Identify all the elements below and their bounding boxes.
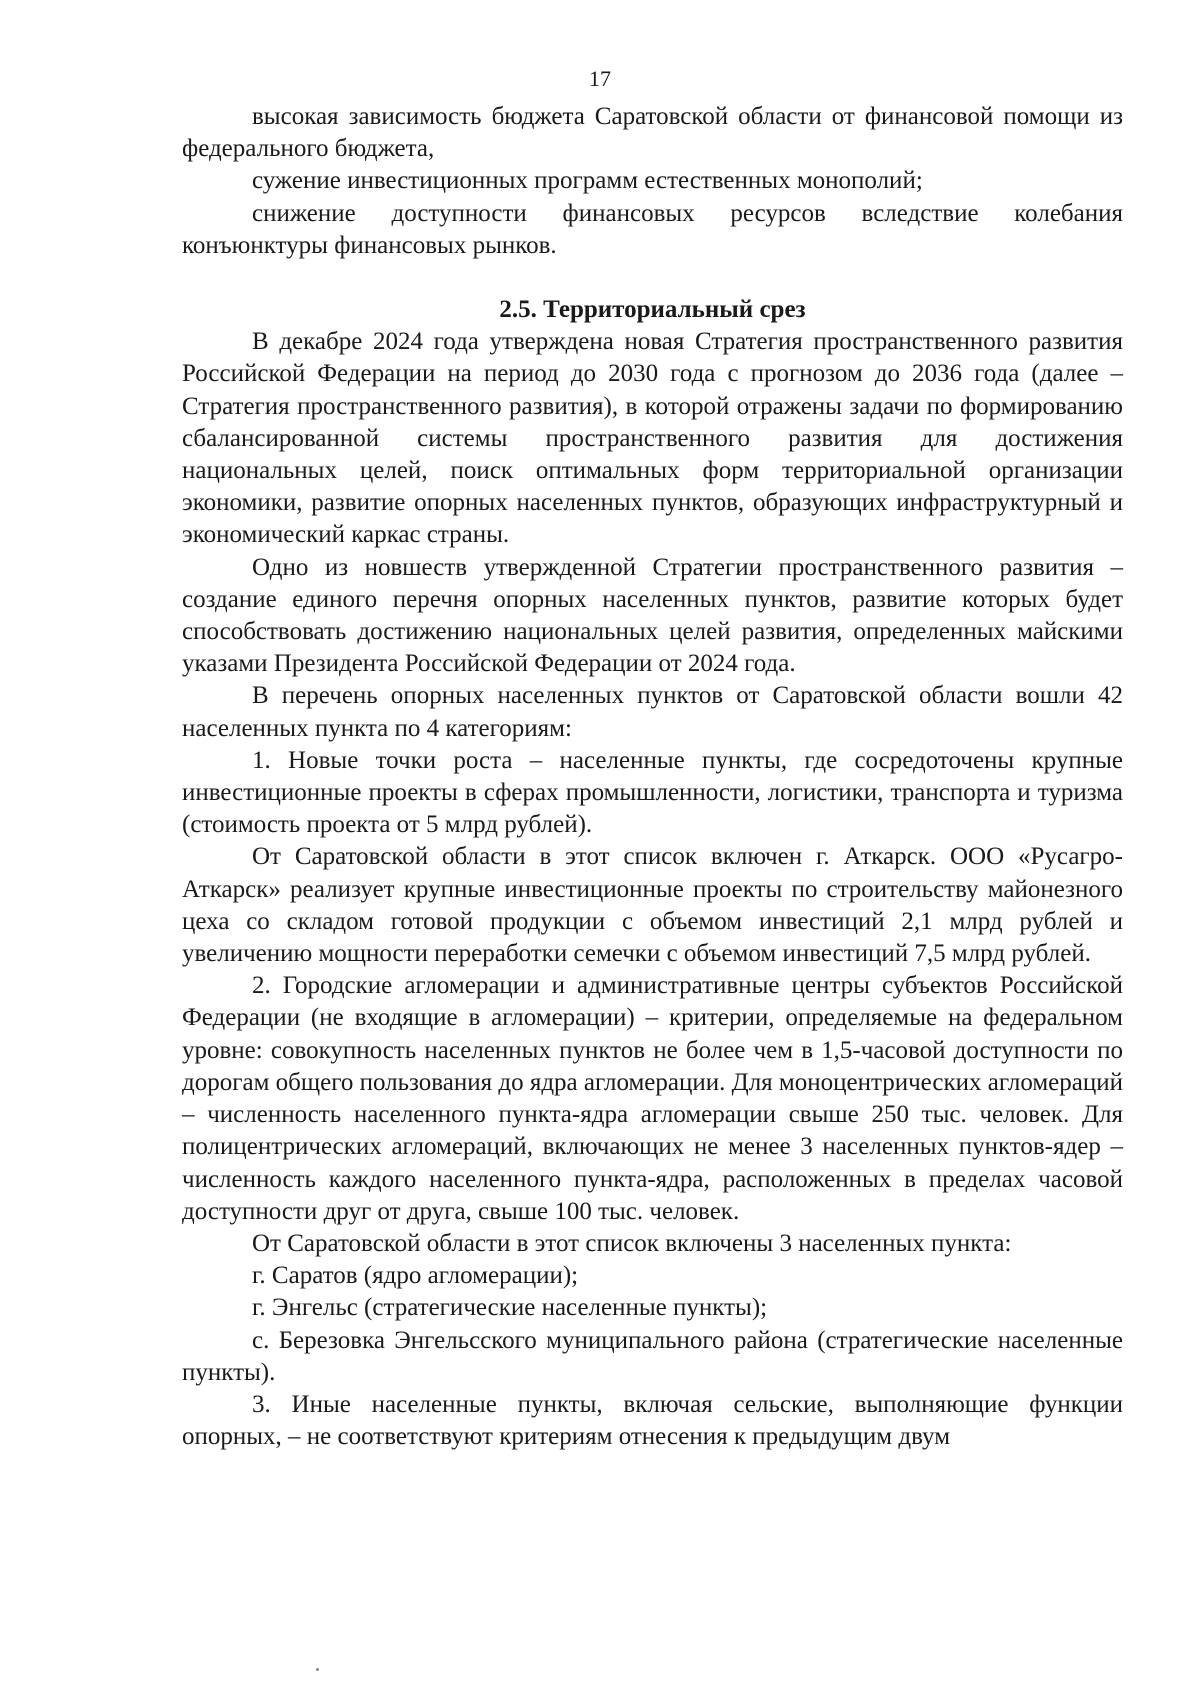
paragraph-category-2: 2. Городские агломерации и административные центры субъектов Российской Федерации (не входящие в агломерации) – критерии, определяемые на федеральном уровне: совокупность населенных пунктов не более чем в 1,5-часовой доступности по дорогам общего пользования до ядра агломерации. Для моноцентрических агломераций – численность населенного пункта-ядра агломерации свыше 250 тыс. человек. Для полицентрических агломераций, включающих не менее 3 населенных пунктов-ядер – численность каждого населенного пункта-ядра, расположенных в пределах часовой доступности друг от друга, свыше 100 тыс. человек. xyxy=(182,972,1123,1225)
paragraph-financial-resources: снижение доступности финансовых ресурсов вследствие колебания конъюнктуры финансовых рынков. xyxy=(182,199,1123,259)
paragraph-three-settlements: От Саратовской области в этот список включены 3 населенных пункта: xyxy=(252,1229,1012,1257)
paragraph-investment-programs: сужение инвестиционных программ естественных монополий; xyxy=(252,167,923,195)
list-item-engels: г. Энгельс (стратегические населенные пункты); xyxy=(252,1294,768,1322)
paragraph-budget-dependence: высокая зависимость бюджета Саратовской области от финансовой помощи из федерального бюджета, xyxy=(182,103,1123,163)
paragraph-strategy-novelty: Одно из новшеств утвержденной Стратегии пространственного развития – создание единого перечня опорных населенных пунктов, развитие которых будет способствовать достижению национальных целей развития, определенных майскими указами Президента Российской Федерации от 2024 года. xyxy=(182,553,1123,678)
list-item-saratov: г. Саратов (ядро агломерации); xyxy=(252,1262,579,1290)
document-body xyxy=(182,101,1123,1453)
section-heading: 2.5. Территориальный срез xyxy=(499,296,806,324)
paragraph-atkarsk: От Саратовской области в этот список включен г. Аткарск. ООО «Русагро-Аткарск» реализует крупные инвестиционные проекты по строительству майонезного цеха со складом готовой продукции с объемом инвестиций 2,1 млрд рублей и увеличению мощности переработки семечки с объемом инвестиций 7,5 млрд рублей. xyxy=(182,843,1123,968)
list-item-berezovka: с. Березовка Энгельсского муниципального района (стратегические населенные пункты). xyxy=(182,1326,1123,1386)
page-number: 17 xyxy=(589,66,611,91)
scan-speck xyxy=(316,1668,319,1671)
paragraph-category-3: 3. Иные населенные пункты, включая сельские, выполняющие функции опорных, – не соответствуют критериям отнесения к предыдущим двум xyxy=(182,1390,1123,1451)
paragraph-list-intro: В перечень опорных населенных пунктов от Саратовской области вошли 42 населенных пункта по 4 категориям: xyxy=(182,682,1123,742)
paragraph-category-1: 1. Новые точки роста – населенные пункты, где сосредоточены крупные инвестиционные проекты в сферах промышленности, логистики, транспорта и туризма (стоимость проекта от 5 млрд рублей). xyxy=(182,746,1123,839)
paragraph-strategy-approved: В декабре 2024 года утверждена новая Стратегия пространственного развития Российской Федерации на период до 2030 года с прогнозом до 2036 года (далее – Стратегия пространственного развития), в которой отражены задачи по формированию сбалансированной системы пространственного развития для достижения национальных целей, поиск оптимальных форм территориальной организации экономики, развитие опорных населенных пунктов, образующих инфраструктурный и экономический каркас страны. xyxy=(182,328,1123,549)
